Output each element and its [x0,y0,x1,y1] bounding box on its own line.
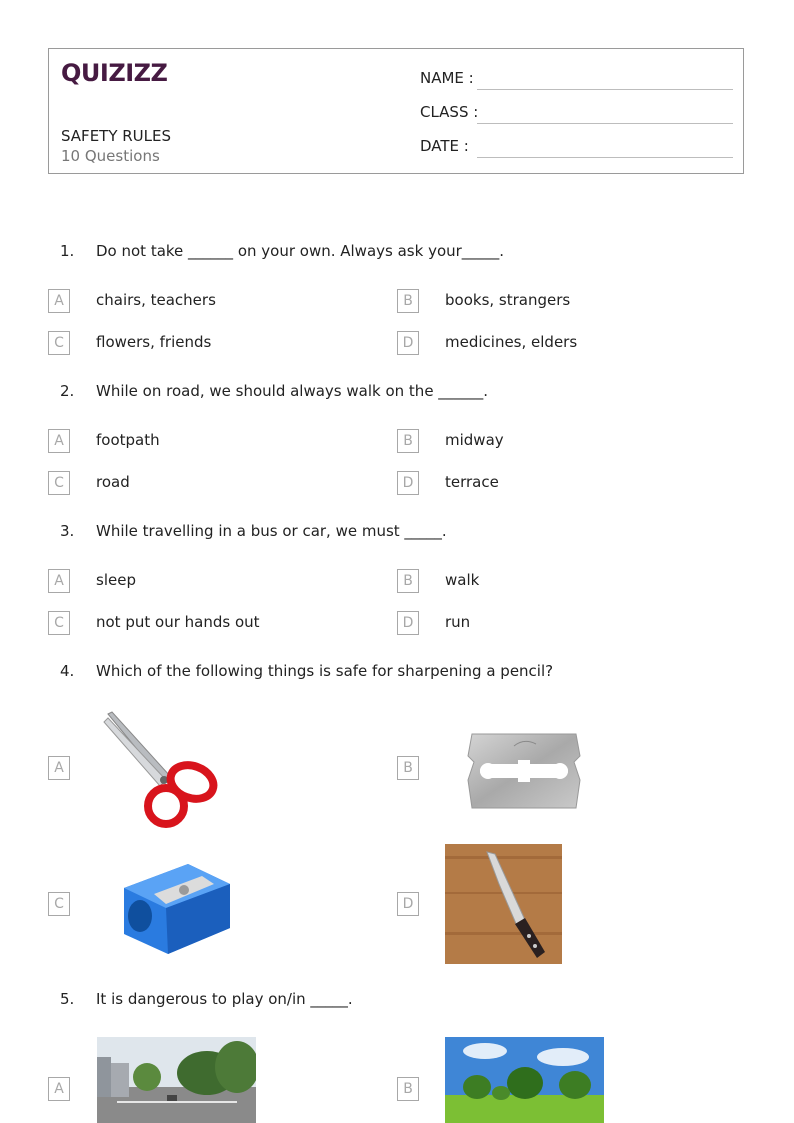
option-c-box[interactable]: C [48,331,70,355]
option-a-box[interactable]: A [48,289,70,313]
option-b-box[interactable]: B [397,756,419,780]
option-a-box[interactable]: A [48,569,70,593]
option-c-text: flowers, friends [96,333,212,351]
question-number: 5. [60,990,75,1008]
pencil-sharpener-image [118,858,236,958]
question-text: Which of the following things is safe for sharpening a pencil? [96,662,554,680]
option-d-text: run [445,613,471,631]
question-text: It is dangerous to play on/in _____. [96,990,353,1008]
kitchen-knife-image [445,844,562,964]
park-image [445,1037,604,1123]
question-text: While on road, we should always walk on the ______. [96,382,489,400]
option-b-text: midway [445,431,504,449]
city-road-image [97,1037,256,1123]
option-a-text: chairs, teachers [96,291,216,309]
option-c-text: road [96,473,130,491]
question-text: Do not take ______ on your own. Always ask your_____. [96,242,505,260]
option-d-box[interactable]: D [397,471,419,495]
name-field[interactable] [477,89,733,90]
option-a-box[interactable]: A [48,756,70,780]
option-c-box[interactable]: C [48,892,70,916]
class-label: CLASS : [420,103,479,121]
option-d-text: terrace [445,473,499,491]
worksheet-header [48,48,744,174]
worksheet-title: SAFETY RULES [61,127,172,145]
class-field[interactable] [477,123,733,124]
quizizz-logo: QUIZIZZ [61,59,168,87]
option-d-text: medicines, elders [445,333,578,351]
option-b-text: walk [445,571,480,589]
question-count: 10 Questions [61,147,160,165]
option-b-text: books, strangers [445,291,571,309]
name-label: NAME : [420,69,474,87]
question-number: 2. [60,382,75,400]
question-number: 3. [60,522,75,540]
option-c-box[interactable]: C [48,611,70,635]
option-d-box[interactable]: D [397,611,419,635]
date-label: DATE : [420,137,469,155]
question-number: 1. [60,242,75,260]
option-c-box[interactable]: C [48,471,70,495]
option-a-box[interactable]: A [48,429,70,453]
razor-blade-image [466,732,582,810]
question-number: 4. [60,662,75,680]
option-a-text: footpath [96,431,160,449]
option-d-box[interactable]: D [397,892,419,916]
date-field[interactable] [477,157,733,158]
option-c-text: not put our hands out [96,613,260,631]
option-d-box[interactable]: D [397,331,419,355]
option-b-box[interactable]: B [397,569,419,593]
scissors-image [100,708,224,828]
option-b-box[interactable]: B [397,1077,419,1101]
option-a-text: sleep [96,571,136,589]
option-b-box[interactable]: B [397,429,419,453]
question-text: While travelling in a bus or car, we must _____. [96,522,447,540]
option-b-box[interactable]: B [397,289,419,313]
option-a-box[interactable]: A [48,1077,70,1101]
